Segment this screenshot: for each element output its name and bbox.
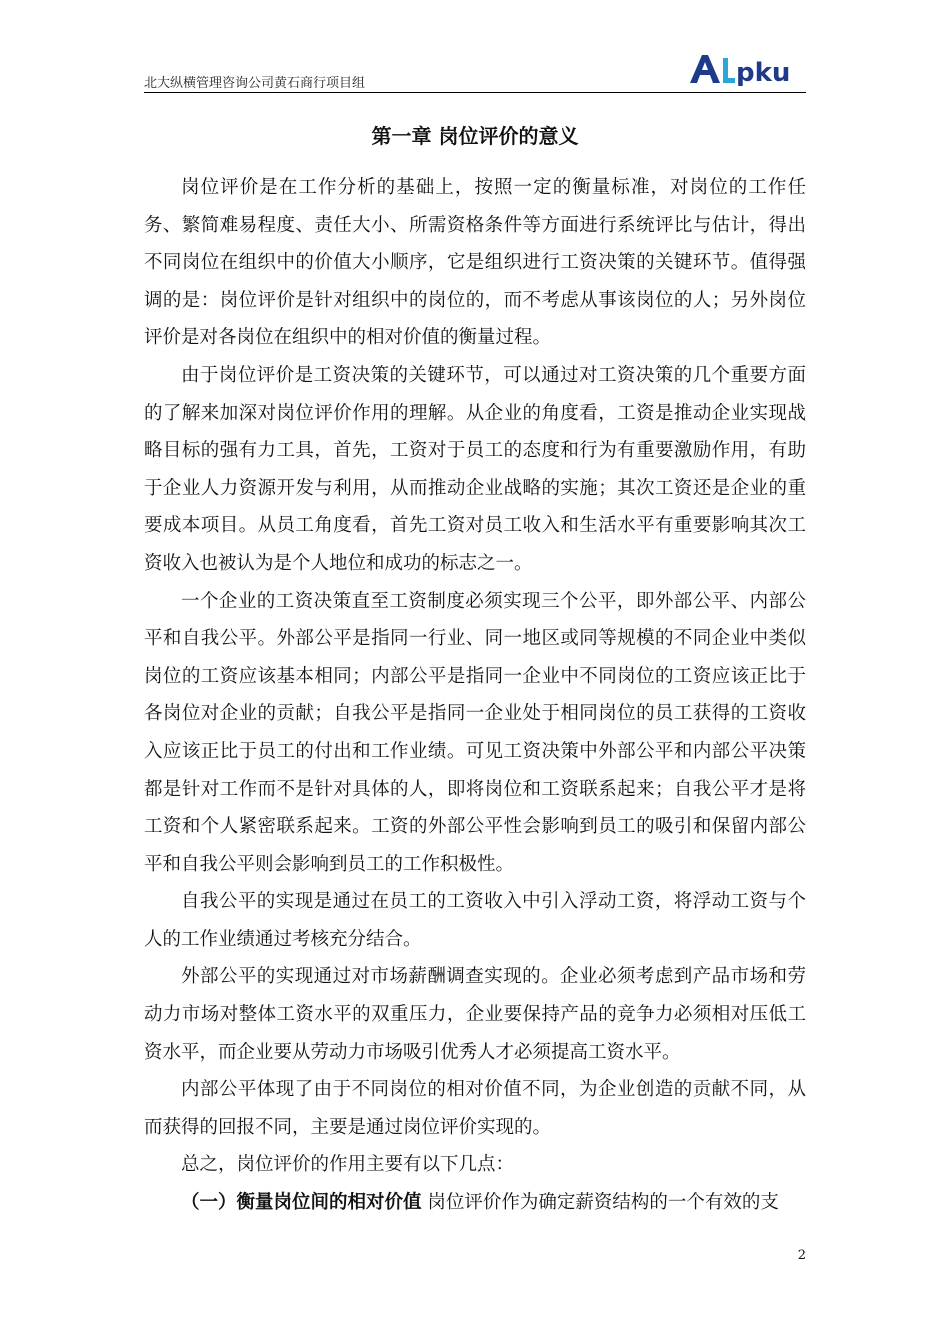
alpku-logo bbox=[688, 52, 806, 86]
document-body bbox=[144, 169, 806, 1222]
paragraph-5: 外部公平的实现通过对市场薪酬调查实现的。企业必须考虑到产品市场和劳动力市场对整体工资水平的双重压力，企业要保持产品的竞争力必须相对压低工资水平，而企业要从劳动力市场吸引优秀人才必须提高工资水平。 bbox=[144, 966, 806, 1063]
paragraph-4: 自我公平的实现是通过在员工的工资收入中引入浮动工资，将浮动工资与个人的工作业绩通过考核充分结合。 bbox=[144, 891, 806, 950]
paragraph-6: 内部公平体现了由于不同岗位的相对价值不同，为企业创造的贡献不同，从而获得的回报不同，主要是通过岗位评价实现的。 bbox=[144, 1079, 806, 1138]
list-item-one-text: 岗位评价作为确定薪资结构的一个有效的支 bbox=[427, 1192, 779, 1214]
paragraph-3: 一个企业的工资决策直至工资制度必须实现三个公平，即外部公平、内部公平和自我公平。外部公平是指同一行业、同一地区或同等规模的不同企业中类似岗位的工资应该基本相同；内部公平是指同一企业中不同岗位的工资应该正比于各岗位对企业的贡献；自我公平是指同一企业处于相同岗位的员工获得的工资收入应该正比于员工的付出和工作业绩。可见工资决策中外部公平和内部公平决策都是针对工作而不是针对具体的人，即将岗位和工资联系起来；自我公平才是将工资和个人紧密联系起来。工资的外部公平性会影响到员工的吸引和保留内部公平和自我公平则会影响到员工的工作积极性。 bbox=[144, 590, 806, 875]
list-item-one-title: （一）衡量岗位间的相对价值 bbox=[181, 1192, 422, 1214]
paragraph-7: 总之，岗位评价的作用主要有以下几点： bbox=[181, 1154, 515, 1176]
svg-text:pku: pku bbox=[736, 58, 791, 86]
header-org-text: 北大纵横管理咨询公司黄石商行项目组 bbox=[144, 76, 366, 91]
paragraph-2: 由于岗位评价是工资决策的关键环节，可以通过对工资决策的几个重要方面的了解来加深对岗位评价作用的理解。从企业的角度看，工资是推动企业实现战略目标的强有力工具，首先，工资对于员工的态度和行为有重要激励作用，有助于企业人力资源开发与利用，从而推动企业战略的实施；其次工资还是企业的重要成本项目。从员工角度看，首先工资对员工收入和生活水平有重要影响其次工资收入也被认为是个人地位和成功的标志之一。 bbox=[144, 364, 806, 574]
list-item-one bbox=[144, 1184, 806, 1222]
page-header bbox=[144, 52, 806, 92]
page-number: 2 bbox=[797, 1248, 806, 1263]
paragraph-1: 岗位评价是在工作分析的基础上，按照一定的衡量标准，对岗位的工作任务、繁简难易程度、责任大小、所需资格条件等方面进行系统评比与估计，得出不同岗位在组织中的价值大小顺序，它是组织进行工资决策的关键环节。值得强调的是：岗位评价是针对组织中的岗位的，而不考虑从事该岗位的人；另外岗位评价是对各岗位在组织中的相对价值的衡量过程。 bbox=[144, 177, 806, 349]
chapter-title: 第一章 岗位评价的意义 bbox=[371, 124, 579, 148]
header-rule bbox=[144, 92, 806, 93]
